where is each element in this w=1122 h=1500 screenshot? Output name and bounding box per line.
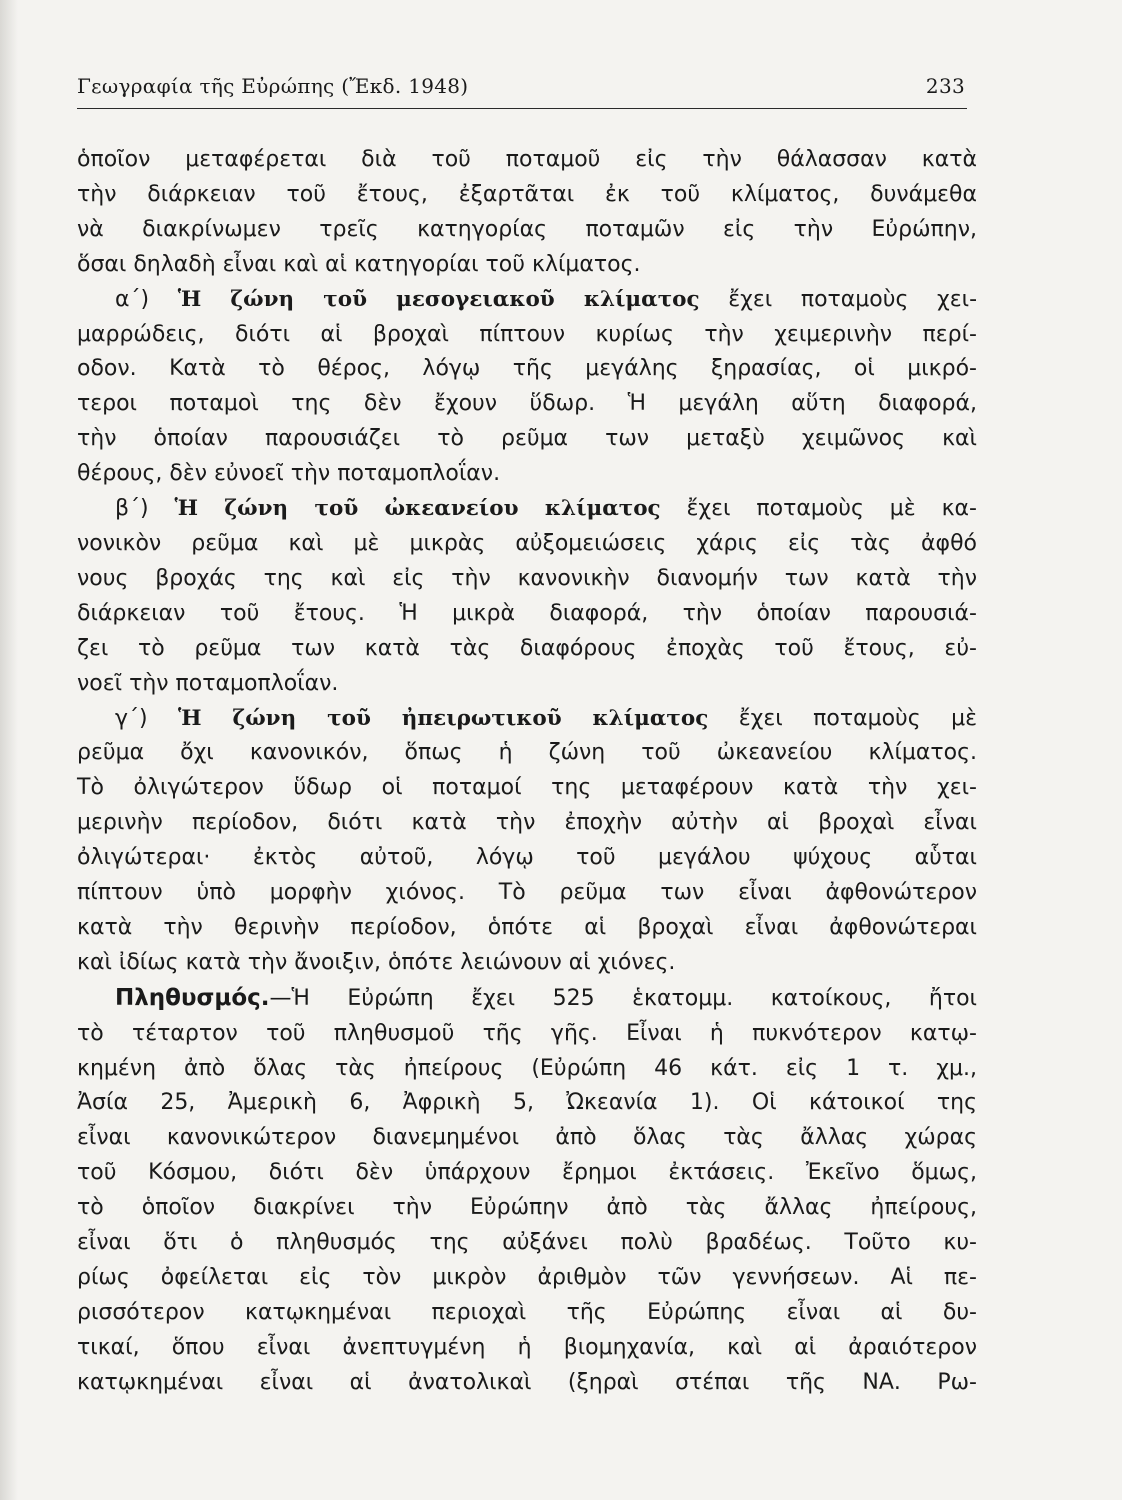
text-line: νους βροχάς της καὶ εἰς τὴν κανονικὴν διανομήν των κατὰ τὴν (77, 565, 977, 591)
text-line: πίπτουν ὑπὸ μορφὴν χιόνος. Τὸ ρεῦμα των εἶναι ἀφθονώτερον (77, 880, 977, 906)
paragraph-population (77, 981, 977, 1401)
text-run: —Ἡ Εὐρώπη ἔχει 525 ἑκατομμ. κατοίκους, ἤτοι (269, 985, 977, 1011)
text-line: οδον. Κατὰ τὸ θέρος, λόγῳ τῆς μεγάλης ξηρασίας, οἱ μικρό- (77, 356, 977, 382)
text-line: μαρρώδεις, διότι αἱ βροχαὶ πίπτουν κυρίως τὴν χειμερινὴν περί- (77, 321, 977, 347)
text-run: ἔχει ποταμοὺς μὲ (708, 705, 977, 731)
item-label: β΄) (115, 496, 175, 522)
item-label: α΄) (115, 286, 178, 312)
text-line: ρισσότερον κατῳκημέναι περιοχαὶ τῆς Εὐρώπης εἶναι αἱ δυ- (77, 1299, 977, 1325)
text-line: ρεῦμα ὄχι κανονικόν, ὅπως ἡ ζώνη τοῦ ὠκεανείου κλίματος. (77, 740, 977, 766)
text-run: ἔχει ποταμοὺς μὲ κα- (660, 496, 977, 522)
text-line: ὁποῖον μεταφέρεται διὰ τοῦ ποταμοῦ εἰς τὴν θάλασσαν κατὰ (77, 147, 977, 172)
text-line: τὴν διάρκειαν τοῦ ἔτους, ἐξαρτᾶται ἐκ τοῦ κλίματος, δυνάμεθα (77, 181, 977, 207)
header-rule (77, 108, 967, 109)
text-line: ὀλιγώτεραι· ἐκτὸς αὐτοῦ, λόγῳ τοῦ μεγάλου ψύχους αὗται (77, 845, 977, 871)
text-line: ζει τὸ ρεῦμα των κατὰ τὰς διαφόρους ἐποχὰς τοῦ ἔτους, εὐ- (77, 635, 977, 661)
paragraph-mediterranean-zone (77, 283, 977, 492)
text-line: διάρκειαν τοῦ ἔτους. Ἡ μικρὰ διαφορά, τὴν ὁποίαν παρουσιά- (77, 600, 977, 626)
text-line: νοεῖ τὴν ποταμοπλοΐαν. (77, 670, 339, 696)
text-line: νονικὸν ρεῦμα καὶ μὲ μικρὰς αὐξομειώσεις χάρις εἰς τὰς ἀφθό (77, 530, 977, 556)
body-text (77, 143, 977, 1401)
page-gutter-shadow (0, 0, 18, 1500)
section-heading: Πληθυσμός. (115, 984, 270, 1011)
paragraph-continental-zone (77, 702, 977, 981)
text-line (77, 702, 977, 737)
text-line: ρίως ὀφείλεται εἰς τὸν μικρὸν ἀριθμὸν τῶν γεννήσεων. Αἱ πε- (77, 1265, 977, 1290)
text-line (77, 492, 977, 527)
running-header (77, 74, 967, 104)
text-line (77, 981, 977, 1017)
text-line: κατῳκημέναι εἶναι αἱ ἀνατολικαὶ (ξηραὶ στέπαι τῆς ΝΑ. Ρω- (77, 1369, 977, 1395)
text-line: τεροι ποταμοὶ της δὲν ἔχουν ὕδωρ. Ἡ μεγάλη αὕτη διαφορά, (77, 391, 977, 417)
text-line: εἶναι κανονικώτερον διανεμημένοι ἀπὸ ὅλας τὰς ἄλλας χώρας (77, 1125, 977, 1151)
text-line: τοῦ Κόσμου, διότι δὲν ὑπάρχουν ἔρημοι ἐκτάσεις. Ἐκεῖνο ὅμως, (77, 1160, 977, 1186)
text-line: τὴν ὁποίαν παρουσιάζει τὸ ρεῦμα των μεταξὺ χειμῶνος καὶ (77, 426, 977, 452)
paragraph-intro (77, 143, 977, 283)
bold-term: Ἡ ζώνη τοῦ ἠπειρωτικοῦ κλίματος (178, 705, 709, 731)
text-line: κημένη ἀπὸ ὅλας τὰς ἠπείρους (Εὐρώπη 46 κάτ. εἰς 1 τ. χμ., (77, 1055, 977, 1081)
text-line: κατὰ τὴν θερινὴν περίοδον, ὁπότε αἱ βροχαὶ εἶναι ἀφθονώτεραι (77, 914, 977, 940)
text-line: Ἀσία 25, Ἀμερικὴ 6, Ἀφρικὴ 5, Ὠκεανία 1). Οἱ κάτοικοί της (77, 1090, 977, 1116)
text-line (77, 283, 977, 318)
paragraph-oceanic-zone (77, 492, 977, 701)
text-line: ὅσαι δηλαδὴ εἶναι καὶ αἱ κατηγορίαι τοῦ κλίματος. (77, 251, 641, 277)
text-line: Τὸ ὀλιγώτερον ὕδωρ οἱ ποταμοί της μεταφέρουν κατὰ τὴν χει- (77, 775, 977, 801)
bold-term: Ἡ ζώνη τοῦ μεσογειακοῦ κλίματος (177, 286, 700, 312)
bold-term: Ἡ ζώνη τοῦ ὠκεανείου κλίματος (174, 496, 661, 522)
text-line: θέρους, δὲν εὐνοεῖ τὴν ποταμοπλοΐαν. (77, 461, 501, 487)
page-number: 233 (925, 74, 965, 98)
text-line: εἶναι ὅτι ὁ πληθυσμός της αὐξάνει πολὺ βραδέως. Τοῦτο κυ- (77, 1230, 977, 1256)
text-line: τὸ ὁποῖον διακρίνει τὴν Εὐρώπην ἀπὸ τὰς ἄλλας ἠπείρους, (77, 1195, 977, 1221)
text-line: τικαί, ὅπου εἶναι ἀνεπτυγμένη ἡ βιομηχανία, καὶ αἱ ἀραιότερον (77, 1334, 977, 1360)
text-run: ἔχει ποταμοὺς χει- (699, 286, 978, 312)
text-line: μερινὴν περίοδον, διότι κατὰ τὴν ἐποχὴν αὐτὴν αἱ βροχαὶ εἶναι (77, 810, 977, 836)
text-line: καὶ ἰδίως κατὰ τὴν ἄνοιξιν, ὁπότε λειώνουν αἱ χιόνες. (77, 949, 676, 975)
item-label: γ΄) (115, 705, 179, 731)
text-line: τὸ τέταρτον τοῦ πληθυσμοῦ τῆς γῆς. Εἶναι ἡ πυκνότερον κατῳ- (77, 1020, 977, 1046)
text-line: νὰ διακρίνωμεν τρεῖς κατηγορίας ποταμῶν εἰς τὴν Εὐρώπην, (77, 216, 977, 242)
running-header-title: Γεωγραφία τῆς Εὐρώπης (Ἔκδ. 1948) (77, 74, 469, 98)
